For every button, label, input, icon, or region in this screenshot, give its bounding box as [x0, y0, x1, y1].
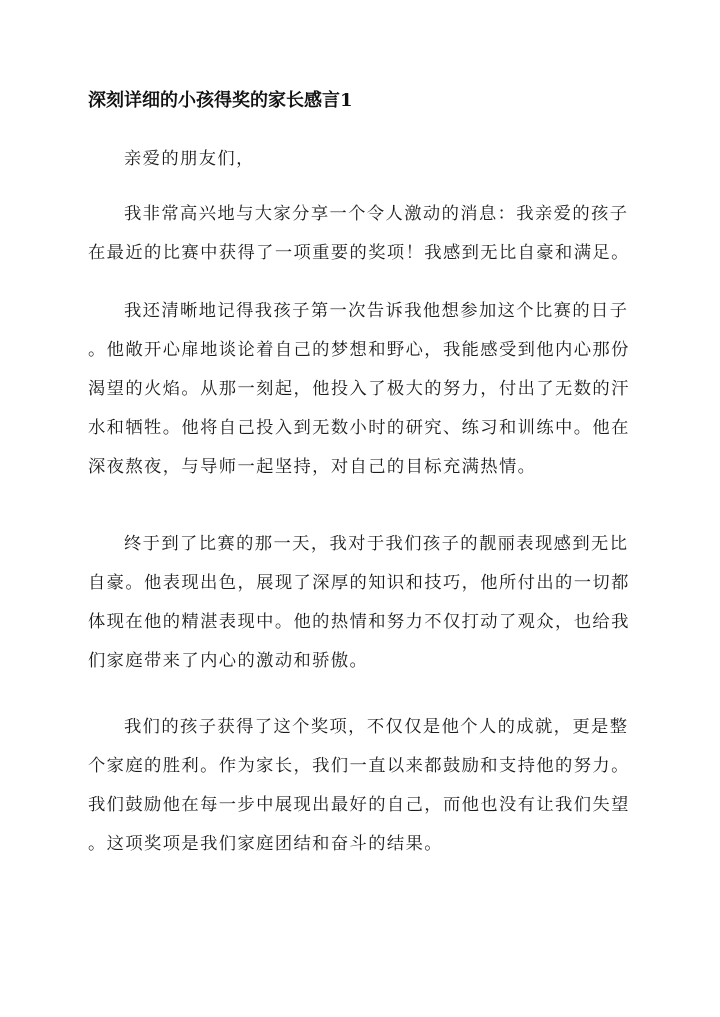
paragraph-line: 自豪。他表现出色，展现了深厚的知识和技巧，他所付出的一切都: [88, 573, 630, 593]
paragraph-line: 渴望的火焰。从那一刻起，他投入了极大的努力，付出了无数的汗: [88, 379, 630, 399]
paragraph-family-victory: [88, 708, 636, 864]
paragraph-line: 我还清晰地记得我孩子第一次告诉我他想参加这个比赛的日子: [124, 301, 629, 321]
document-title: 深刻详细的小孩得奖的家长感言1: [88, 90, 353, 111]
paragraph-line: 体现在他的精湛表现中。他的热情和努力不仅打动了观众，也给我: [88, 612, 630, 632]
paragraph-line: 个家庭的胜利。作为家长，我们一直以来都鼓励和支持他的努力。: [88, 756, 630, 776]
paragraph-line: 我们鼓励他在每一步中展现出最好的自己，而他也没有让我们失望: [88, 795, 630, 815]
paragraph-line: 我非常高兴地与大家分享一个令人激动的消息：我亲爱的孩子: [124, 204, 629, 224]
paragraph-line: 我们的孩子获得了这个奖项，不仅仅是他个人的成就，更是整: [124, 717, 629, 737]
paragraph-line: 。这项奖项是我们家庭团结和奋斗的结果。: [88, 834, 443, 854]
paragraph-competition-day: [88, 525, 636, 681]
paragraph-line: 深夜熬夜，与导师一起坚持，对自己的目标充满热情。: [88, 457, 537, 477]
paragraph-line: 终于到了比赛的那一天，我对于我们孩子的靓丽表现感到无比: [124, 534, 629, 554]
paragraph-line: 们家庭带来了内心的激动和骄傲。: [88, 651, 369, 671]
paragraph-line: 亲爱的朋友们，: [124, 149, 255, 169]
paragraph-memory: [88, 292, 636, 487]
paragraph-line: 。他敞开心扉地谈论着自己的梦想和野心，我能感受到他内心那份: [88, 340, 630, 360]
paragraph-greeting: [88, 140, 636, 179]
paragraph-line: 在最近的比赛中获得了一项重要的奖项！我感到无比自豪和满足。: [88, 243, 630, 263]
paragraph-announcement: [88, 195, 636, 273]
paragraph-line: 水和牺牲。他将自己投入到无数小时的研究、练习和训练中。他在: [88, 418, 630, 438]
